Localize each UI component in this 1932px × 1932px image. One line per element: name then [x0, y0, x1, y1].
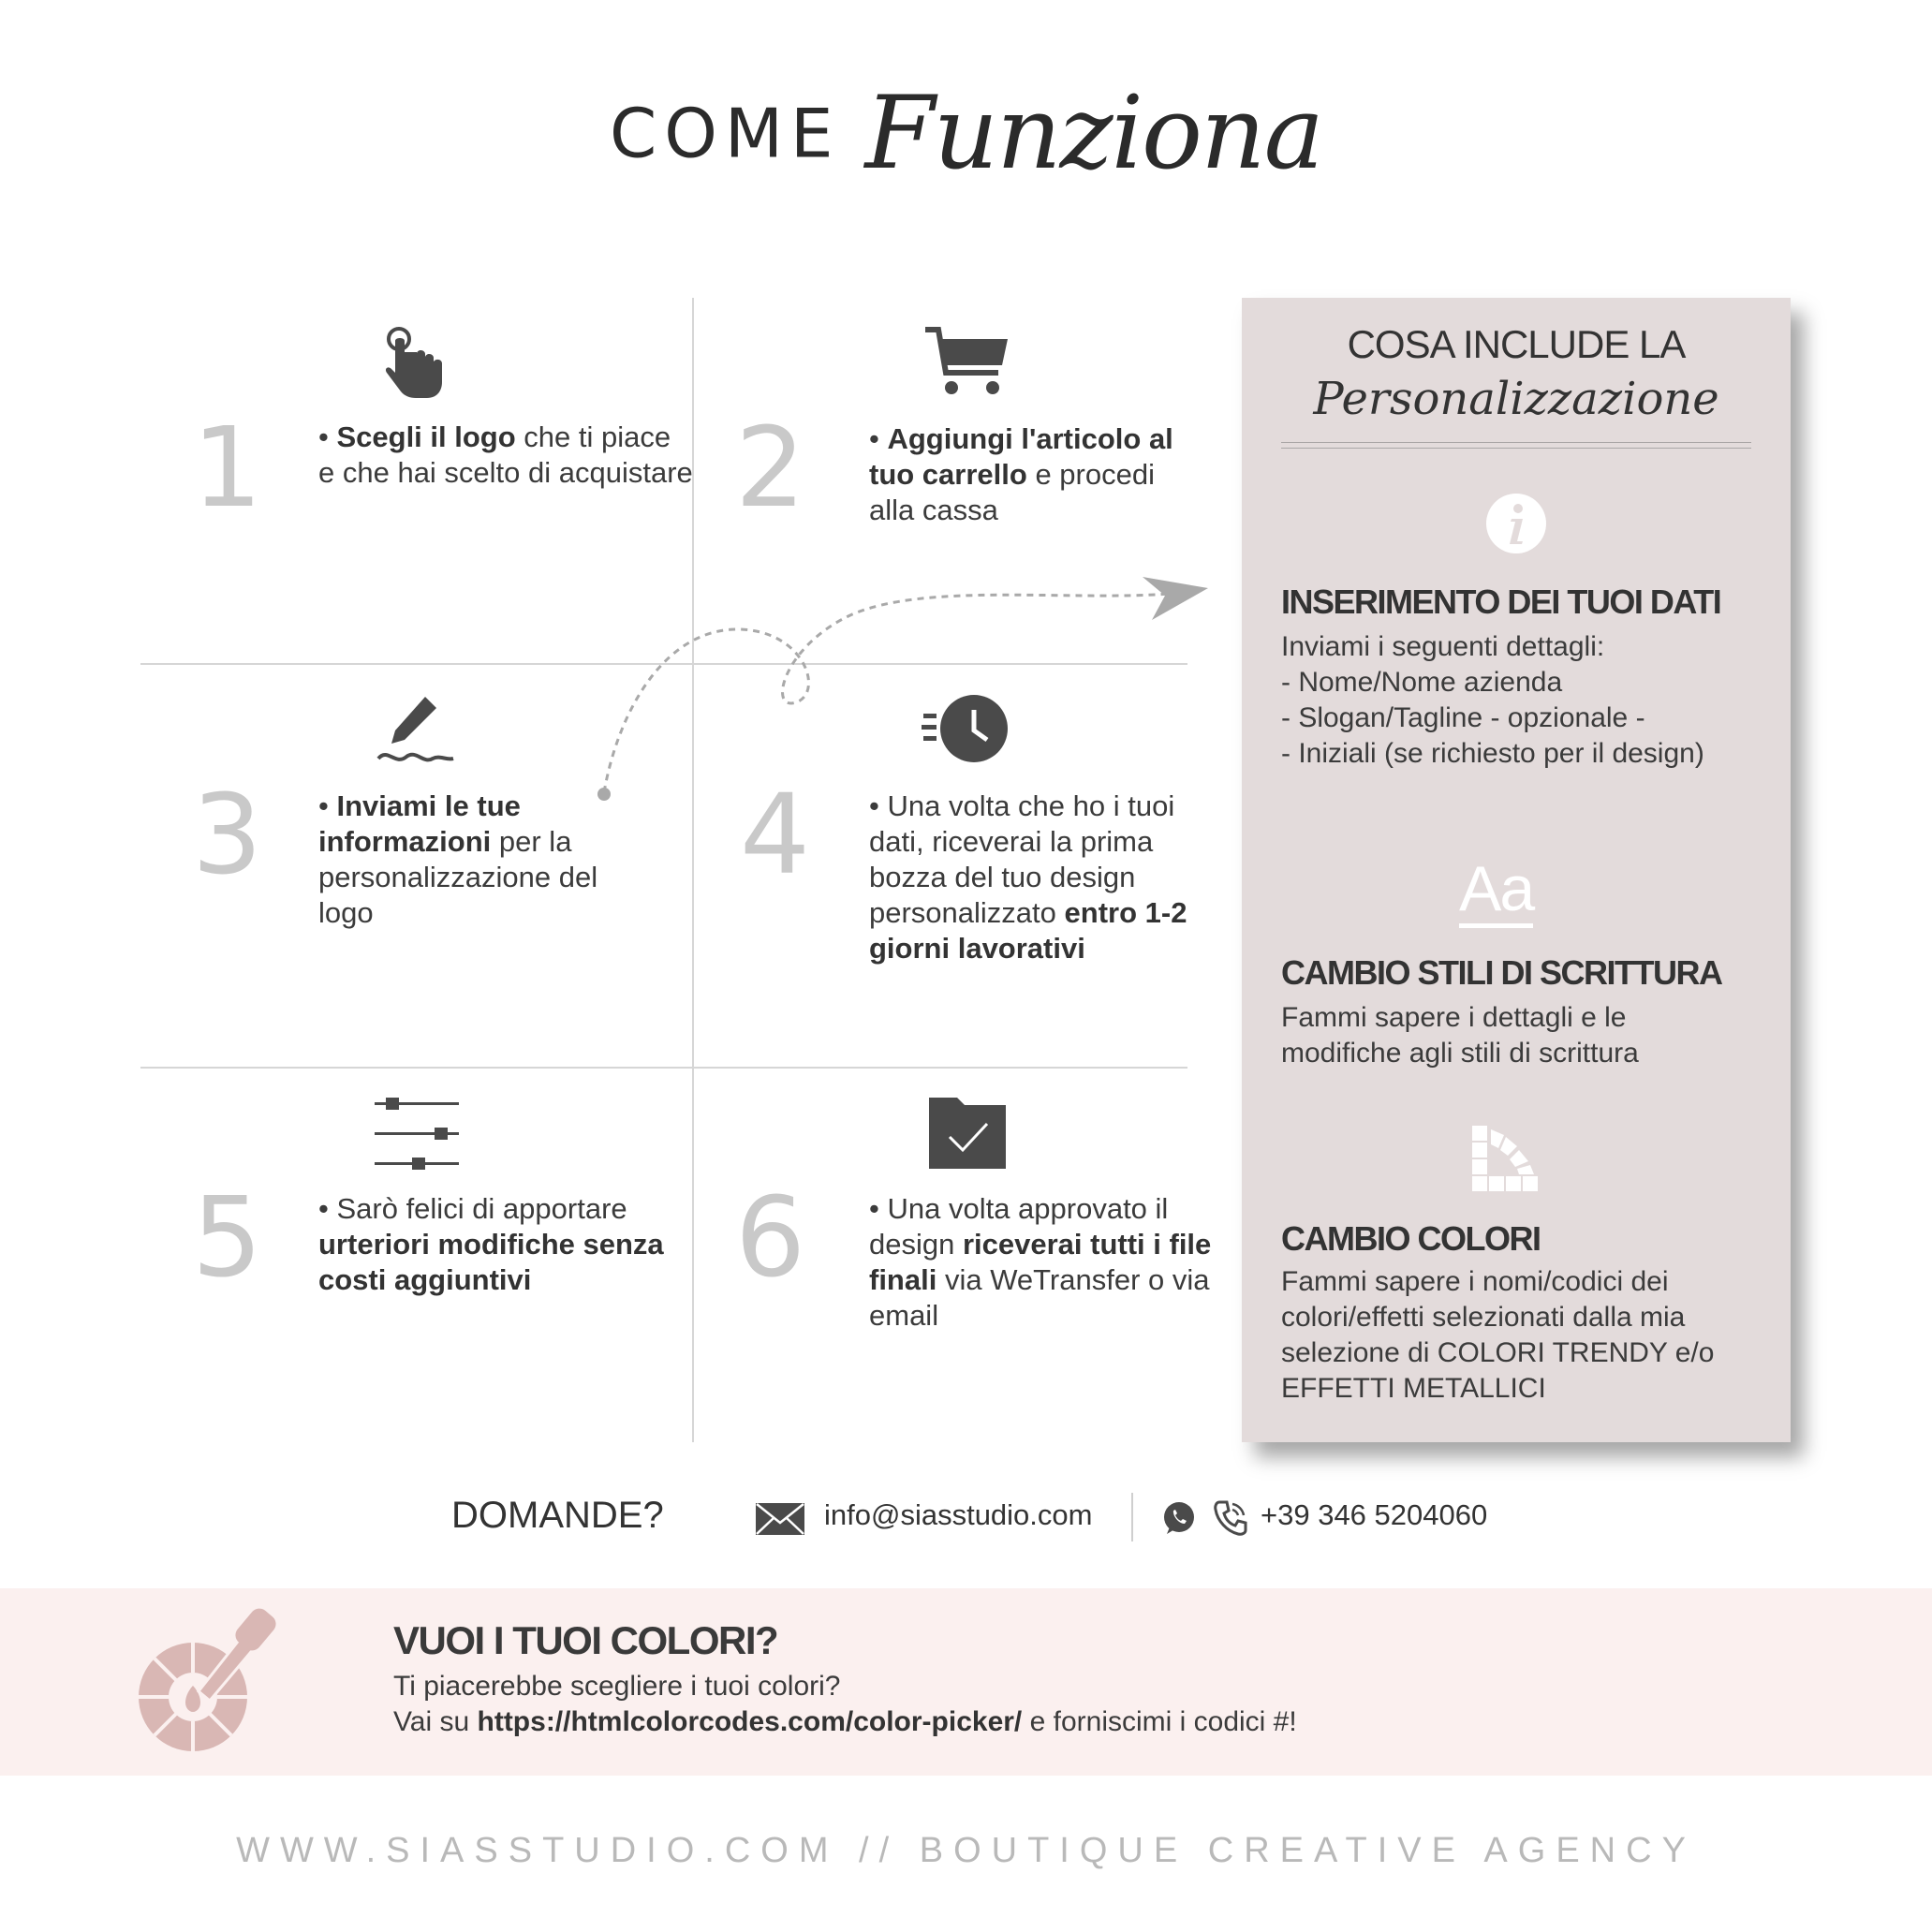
step-2-rest: e procedi alla cassa: [869, 458, 1155, 526]
section-line: Inviami i seguenti dettagli:: [1281, 631, 1605, 662]
panel-divider: [1281, 448, 1751, 449]
step-5-bold: urteriori modifiche senza costi aggiuntivi: [318, 1228, 664, 1296]
step-number: 3: [192, 770, 263, 899]
color-picker-icon: [137, 1603, 277, 1755]
section-line: - Nome/Nome azienda: [1281, 667, 1563, 698]
step-3-bold: Inviami le tue informazioni: [318, 789, 521, 858]
step-number: 4: [740, 770, 811, 899]
colors-banner: [0, 1588, 1932, 1776]
banner-title: VUOI I TUOI COLORI?: [393, 1618, 778, 1662]
step-6-text: • Una volta approvato il design riceverai tutti i file finali via WeTransfer o via email: [869, 1192, 1212, 1332]
step-3-text: • Inviami le tue informazioni per la personalizzazione del logo: [318, 789, 598, 929]
section-heading: INSERIMENTO DEI TUOI DATI: [1281, 583, 1721, 621]
banner-line-2-post: e forniscimi i codici #!: [1022, 1706, 1297, 1737]
section-line: Fammi sapere i nomi/codici dei: [1281, 1266, 1669, 1297]
step-number: 2: [735, 403, 806, 532]
email-link[interactable]: info@siasstudio.com: [824, 1498, 1093, 1531]
step-5-text: • Sarò felici di apportare urteriori modifiche senza costi aggiuntivi: [318, 1192, 664, 1296]
pencil-signature-icon: [376, 693, 455, 768]
step-1-text: • Scegli il logo che ti piace e che hai scelto di acquistare: [318, 420, 693, 489]
step-4-lead: Una volta che ho i tuoi dati, riceverai la prima bozza del tuo design personalizzato: [869, 789, 1175, 929]
section-body: [1281, 1000, 1768, 1071]
step-number: 1: [192, 403, 263, 532]
shopping-cart-icon: [925, 326, 1010, 399]
step-3-rest: per la personalizzazione del logo: [318, 825, 598, 929]
step-number: 5: [192, 1172, 263, 1302]
sliders-icon: [375, 1098, 459, 1171]
section-line: modifiche agli stili di scrittura: [1281, 1038, 1639, 1069]
section-line: EFFETTI METALLICI: [1281, 1373, 1546, 1404]
folder-check-icon: [929, 1098, 1006, 1169]
phone-link[interactable]: +39 346 5204060: [1261, 1498, 1488, 1531]
info-icon: [1485, 493, 1547, 554]
step-4-text: • Una volta che ho i tuoi dati, riceverai la prima bozza del tuo design personalizzato entro 1-2 giorni lavorativi: [869, 789, 1187, 965]
whatsapp-icon: [1161, 1500, 1197, 1536]
step-5-lead: Sarò felici di apportare: [336, 1192, 627, 1225]
font-aa-icon: Aa: [1459, 854, 1533, 928]
phone-icon: [1214, 1500, 1247, 1536]
step-1-bold: Scegli il logo: [336, 420, 516, 453]
section-heading: CAMBIO COLORI: [1281, 1219, 1541, 1258]
color-swatch-icon: [1472, 1126, 1540, 1193]
banner-line-2: [393, 1706, 1297, 1738]
title-caps: COME: [609, 94, 841, 173]
step-6-rest: via WeTransfer o via email: [869, 1263, 1210, 1332]
envelope-icon: [755, 1502, 805, 1536]
section-line: Fammi sapere i dettagli e le: [1281, 1002, 1627, 1033]
step-6-bold: riceverai tutti i file finali: [869, 1228, 1212, 1296]
step-2-text: • Aggiungi l'articolo al tuo carrello e procedi alla cassa: [869, 422, 1173, 526]
step-4-bold: entro 1-2 giorni lavorativi: [869, 896, 1187, 965]
step-1-rest: che ti piace e che hai scelto di acquistare: [318, 420, 693, 489]
section-heading: CAMBIO STILI DI SCRITTURA: [1281, 953, 1722, 992]
section-body: [1281, 629, 1768, 772]
panel-script-title: Personalizzazione: [1313, 373, 1719, 425]
title-script: Funziona: [864, 75, 1323, 192]
banner-line-1: Ti piacerebbe scegliere i tuoi colori?: [393, 1671, 841, 1702]
step-2-bold: Aggiungi l'articolo al tuo carrello: [869, 422, 1173, 491]
fast-clock-icon: [922, 693, 1015, 764]
contact-divider: [1131, 1493, 1133, 1541]
footer-tagline: WWW.SIASSTUDIO.COM // BOUTIQUE CREATIVE AGENCY: [236, 1831, 1696, 1870]
grid-horizontal-divider-2: [140, 1067, 1187, 1069]
panel-divider: [1281, 442, 1751, 443]
section-line: selezione di COLORI TRENDY e/o: [1281, 1337, 1715, 1368]
personalization-panel: [1242, 298, 1791, 1442]
section-line: - Iniziali (se richiesto per il design): [1281, 738, 1704, 769]
questions-label: DOMANDE?: [451, 1495, 664, 1536]
section-line: - Slogan/Tagline - opzionale -: [1281, 702, 1645, 733]
step-number: 6: [735, 1172, 806, 1302]
panel-title: COSA INCLUDE LA: [1347, 322, 1686, 366]
dashed-arrow-path: [581, 571, 1217, 815]
section-body: [1281, 1264, 1768, 1407]
step-6-lead: Una volta approvato il design: [869, 1192, 1169, 1261]
banner-line-2-pre: Vai su: [393, 1706, 478, 1737]
touch-hand-icon: [384, 326, 446, 399]
page-title: [0, 75, 1932, 225]
section-line: colori/effetti selezionati dalla mia: [1281, 1302, 1686, 1333]
color-picker-link[interactable]: https://htmlcolorcodes.com/color-picker/: [477, 1706, 1023, 1737]
